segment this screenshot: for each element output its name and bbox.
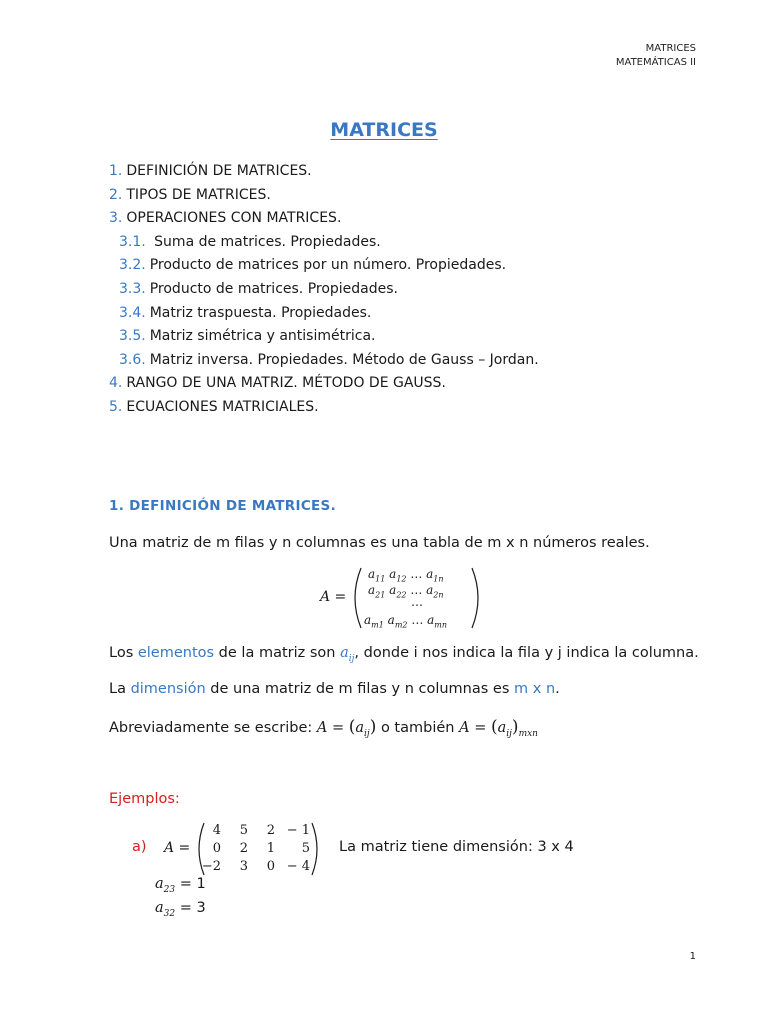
toc-item: 2. TIPOS DE MATRICES.	[109, 186, 271, 203]
elements-paragraph: Los elementos de la matriz son $a_{ij}$, donde i nos indica la fila y j indica la columna.	[109, 645, 699, 664]
toc-item: 5. ECUACIONES MATRICIALES.	[109, 398, 319, 415]
toc-subitem: 3.3. Producto de matrices. Propiedades.	[119, 280, 399, 297]
matrix-cell: − 4	[286, 859, 310, 874]
matrix-cell: 0	[212, 841, 221, 856]
matrix-cell: 4	[212, 823, 221, 838]
matrix-cell: −2	[201, 859, 221, 874]
dimension-paragraph: La dimensión de una matriz de m filas y n columnas es m x n.	[109, 681, 560, 697]
matrix-cell: 5	[239, 823, 248, 838]
matrix-cell: 5	[301, 841, 310, 856]
toc-subitem: 3.6. Matriz inversa. Propiedades. Método de Gauss – Jordan.	[119, 351, 539, 368]
section-heading: 1. DEFINICIÓN DE MATRICES.	[109, 498, 336, 514]
matrix-cell: 2	[266, 823, 275, 838]
example-a23: $a_{23} = 1$	[155, 876, 206, 895]
dimension-value: m x n	[514, 681, 556, 697]
matrix-cell: 2	[239, 841, 248, 856]
example-a-dimension: La matriz tiene dimensión: 3 x 4	[339, 839, 574, 855]
toc-item: 1. DEFINICIÓN DE MATRICES.	[109, 163, 312, 179]
table-of-contents	[109, 160, 539, 420]
header-line-1: MATRICES	[645, 43, 696, 54]
intro-paragraph: Una matriz de m filas y n columnas es una tabla de m x n números reales.	[109, 535, 650, 551]
matrix-cell: − 1	[286, 823, 310, 838]
page-header	[616, 42, 696, 70]
matrix-cell: 0	[266, 859, 275, 874]
example-a-label: a)	[132, 839, 147, 855]
abbrev-formula-2: $A = (a_{ij})_{mxn}$	[459, 717, 538, 739]
elements-term: elementos	[137, 645, 215, 661]
toc-subitem: 3.5. Matriz simétrica y antisimétrica.	[119, 328, 376, 345]
example-a32: $a_{32} = 3$	[155, 900, 206, 919]
page-number: 1	[689, 951, 696, 962]
general-matrix: $a_{11}$ $a_{12}$ … $a_{1n}$ $a_{21}$ $a_{22}$ … $a_{2n}$ … $a_{m1}$ $a_{m2}$ … $a_{mn}$	[349, 565, 484, 631]
dimension-term: dimensión	[130, 681, 206, 697]
toc-subitem: 3.1. Suma de matrices. Propiedades.	[119, 233, 381, 250]
toc-subitem: 3.2. Producto de matrices por un número. Propiedades.	[119, 257, 507, 274]
abbrev-formula-1: $A = (a_{ij})$	[316, 717, 377, 739]
examples-heading: Ejemplos:	[109, 791, 180, 807]
page-title: MATRICES	[330, 119, 438, 141]
general-matrix-lhs: A =	[320, 589, 347, 605]
toc-item: 4. RANGO DE UNA MATRIZ. MÉTODO DE GAUSS.	[109, 375, 446, 392]
example-matrix	[194, 820, 324, 878]
matrix-cell: 3	[239, 859, 248, 874]
toc-item: 3. OPERACIONES CON MATRICES.	[109, 210, 342, 227]
example-a-lhs: A =	[164, 840, 191, 856]
header-line-2: MATEMÁTICAS II	[615, 57, 696, 68]
abbreviation-paragraph: Abreviadamente se escribe: $A = (a_{ij})$ o también $A = (a_{ij})_{mxn}$	[109, 717, 538, 739]
matrix-cell: 1	[266, 841, 275, 856]
element-aij: $a_{ij}$	[340, 645, 355, 664]
toc-subitem: 3.4. Matriz traspuesta. Propiedades.	[119, 304, 372, 321]
